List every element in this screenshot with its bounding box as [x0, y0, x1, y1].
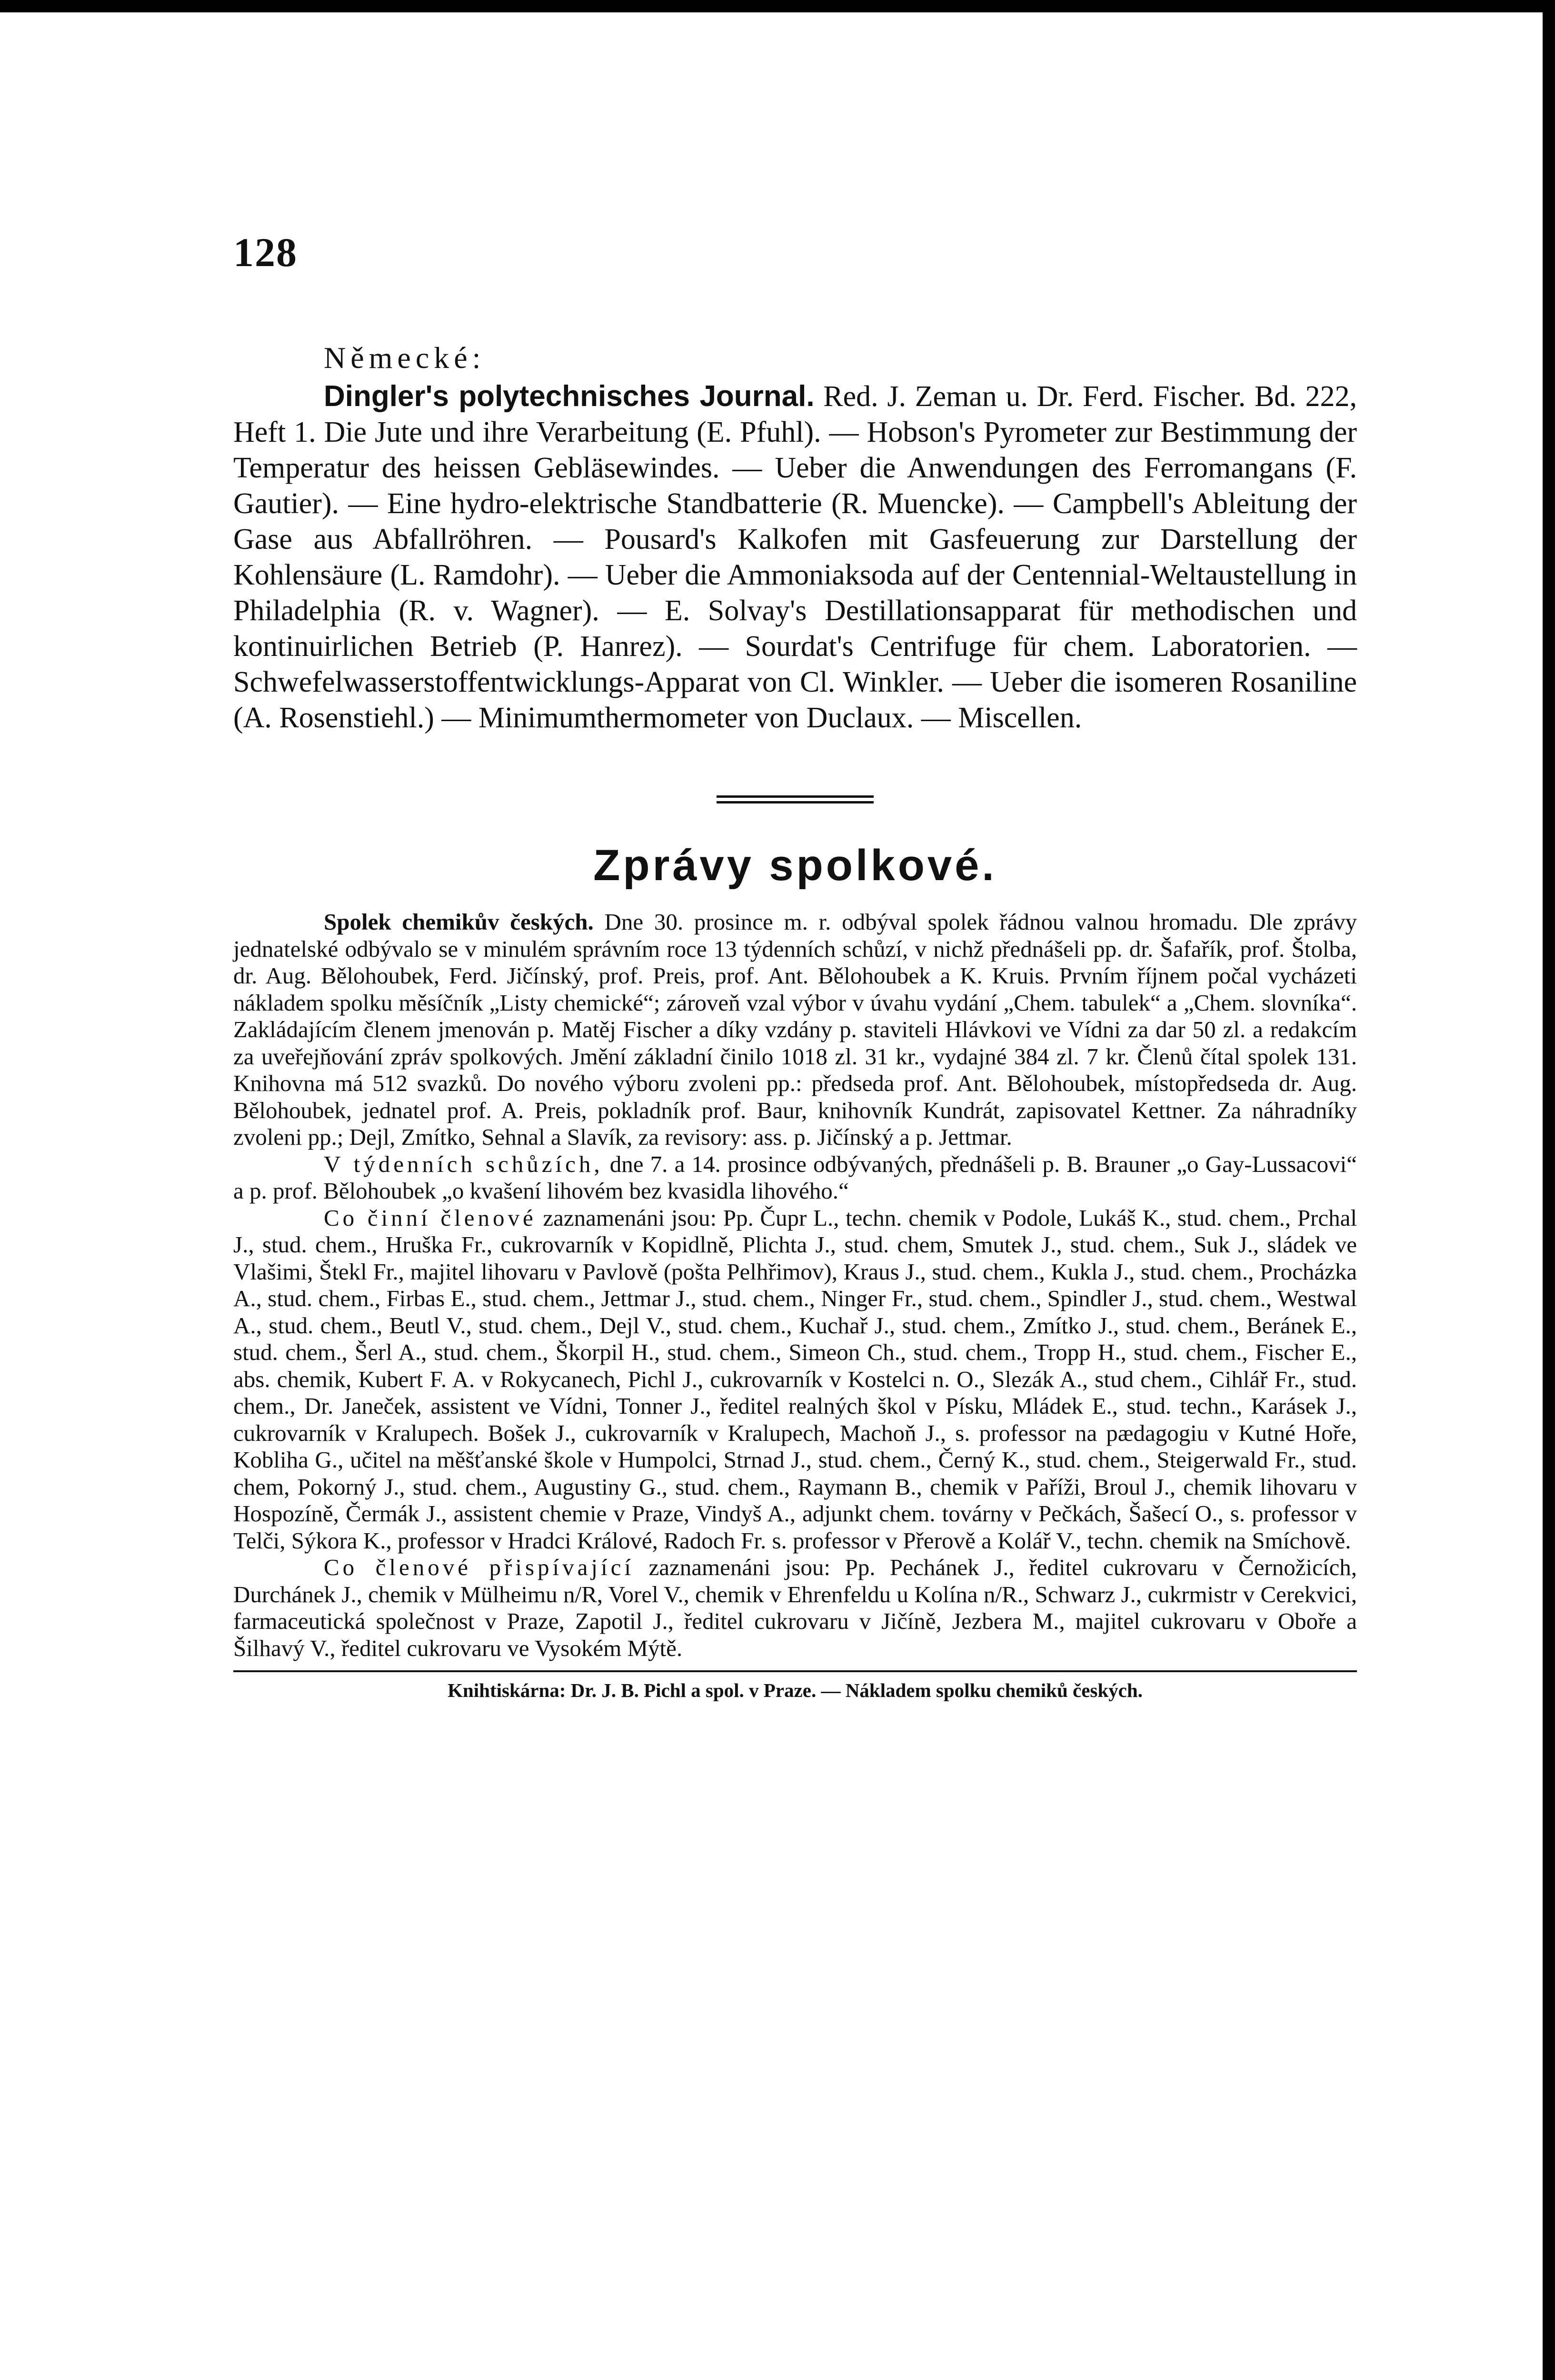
journal-entry: [233, 378, 1357, 736]
spaced-lead: Co členové přispívající: [324, 1554, 634, 1580]
society-name: Spolek chemikův českých.: [324, 909, 594, 935]
journal-title: Dingler's polytechnisches Journal.: [324, 380, 815, 413]
scan-border-top: [0, 0, 1555, 12]
document-page: [233, 228, 1357, 1702]
spaced-lead: V týdenních schůzích,: [324, 1150, 603, 1177]
news-paragraph: [233, 909, 1357, 1151]
journal-body: Red. J. Zeman u. Dr. Ferd. Fischer. Bd. 222, Heft 1. Die Jute und ihre Verarbeitung (E. Pfuhl). — Hobson's Pyrometer zur Bestimmung der Temperatur des heissen Gebläsewindes. — Ueber die Anwendungen des Ferromangans (F. Gautier). — Eine hydro-elektrische Standbatterie (R. Muencke). — Campbell's Ableitung der Gase aus Abfallröhren. — Pousard's Kalkofen mit Gasfeuerung zur Darstellung der Kohlensäure (L. Ramdohr). — Ueber die Ammoniaksoda auf der Centennial-Weltaustellung in Philadelphia (R. v. Wagner). — E. Solvay's Destillationsapparat für methodischen und kontinuirlichen Betrieb (P. Hanrez). — Sourdat's Centrifuge für chem. Laboratorien. — Schwefelwasserstoffentwicklungs-Apparat von Cl. Winkler. — Ueber die isomeren Rosaniline (A. Rosenstiehl.) — Minimumthermometer von Duclaux. — Miscellen.: [233, 380, 1357, 734]
paragraph-text: zaznamenáni jsou: Pp. Čupr L., techn. chemik v Podole, Lukáš K., stud. chem., Prchal J., stud. chem., Hruška Fr., cukrovarník v Kopidlně, Plichta J., stud. chem, Smutek J., stud. chem., Suk J., sládek ve Vlašimi, Štekl Fr., majitel lihovaru v Pavlově (pošta Pelhřimov), Kraus J., stud. chem., Kukla J., stud. chem., Procházka A., stud. chem., Firbas E., stud. chem., Jettmar J., stud. chem., Ninger Fr., stud. chem., Spindler J., stud. chem., Westwal A., stud. chem., Beutl V., stud. chem., Dejl V., stud. chem., Kuchař J., stud. chem., Zmítko J., stud. chem., Beránek E., stud. chem., Šerl A., stud. chem., Škorpil H., stud. chem., Simeon Ch., stud. chem., Tropp H., stud. chem., Fischer E., abs. chemik, Kubert F. A. v Rokycanech, Pichl J., cukrovarník v Kostelci n. O., Slezák A., stud chem., Cihlář Fr., stud. chem., Dr. Janeček, assistent ve Vídni, Tonner J., ředitel realných škol v Písku, Mládek E., stud. techn., Karásek J., cukrovarník v Kralupech. Bošek J., cukrovarník v Kralupech, Machoň J., s. professor na pædagogiu v Kutné Hoře, Kobliha G., učitel na měšťanské škole v Humpolci, Strnad J., stud. chem., Černý K., stud. chem., Steigerwald Fr., stud. chem, Pokorný J., stud. chem., Augustiny G., stud. chem., Raymann B., chemik v Paříži, Broul J., chemik lihovaru v Hospozíně, Čermák J., assistent chemie v Praze, Vindyš A., adjunkt chem. továrny v Pečkách, Šašecí O., s. professor v Telči, Sýkora K., professor v Hradci Králové, Radoch Fr. s. professor v Přerově a Kolář V., techn. chemik na Smíchově.: [233, 1204, 1357, 1554]
printer-imprint: Knihtiskárna: Dr. J. B. Pichl a spol. v Praze. — Nákladem spolku chemiků českých.: [448, 1679, 1143, 1701]
german-section-heading: Německé:: [324, 341, 486, 375]
paragraph-text: Dne 30. prosince m. r. odbýval spolek řádnou valnou hromadu. Dle zprávy jednatelské odbývalo se v minulém správním roce 13 týdenních schůzí, v nichž přednášeli pp. dr. Šafařík, prof. Štolba, dr. Aug. Bělohoubek, Ferd. Jičínský, prof. Preis, prof. Ant. Bělohoubek a K. Kruis. Prvním říjnem počal vycházeti nákladem spolku měsíčník „Listy chemické“; zároveň vzal výbor v úvahu vydání „Chem. tabulek“ a „Chem. slovníka“. Zakládajícím členem jmenován p. Matěj Fischer a díky vzdány p. staviteli Hlávkovi ve Vídni za dar 50 zl. a redakcím za uveřejňování zpráv spolkových. Jmění základní činilo 1018 zl. 31 kr., vydajné 384 zl. 7 kr. Členů čítal spolek 131. Knihovna má 512 svazků. Do nového výboru zvoleni pp.: předseda prof. Ant. Bělohoubek, místopředseda dr. Aug. Bělohoubek, jednatel prof. A. Preis, pokladník prof. Baur, knihovník Kundrát, zapisovatel Kettner. Za náhradníky zvoleni pp.; Dejl, Zmítko, Sehnal a Slavík, za revisory: ass. p. Jičínský a p. Jettmar.: [233, 909, 1357, 1150]
news-paragraph: [233, 1205, 1357, 1555]
news-paragraph: [233, 1151, 1357, 1205]
double-rule-divider: [717, 795, 874, 803]
society-news: [233, 909, 1357, 1662]
paragraph-text: zaznamenáni jsou: Pp. Pechánek J., ředitel cukrovaru v Černožicích, Durchánek J., chemik v Mülheimu n/R, Vorel V., chemik v Ehrenfeldu u Kolína n/R., Schwarz J., cukrmistr v Cerekvici, farmaceutická společnost v Praze, Zapotil J., ředitel cukrovaru v Jičíně, Jezbera M., majitel cukrovaru v Oboře a Šilhavý V., ředitel cukrovaru ve Vysokém Mýtě.: [233, 1554, 1357, 1661]
paragraph-text: dne 7. a 14. prosince odbývaných, přednášeli p. B. Brauner „o Gay-Lussacovi“ a p. prof. Bělohoubek „o kvašení lihovém bez kvasidla lihového.“: [233, 1150, 1357, 1204]
scan-border-right: [1543, 0, 1555, 2380]
news-heading: Zprávy spolkové.: [593, 841, 997, 890]
footer-rule: [233, 1670, 1357, 1672]
spaced-lead: Co činní členové: [324, 1204, 537, 1231]
news-paragraph: [233, 1554, 1357, 1662]
page-number: 128: [233, 229, 298, 275]
